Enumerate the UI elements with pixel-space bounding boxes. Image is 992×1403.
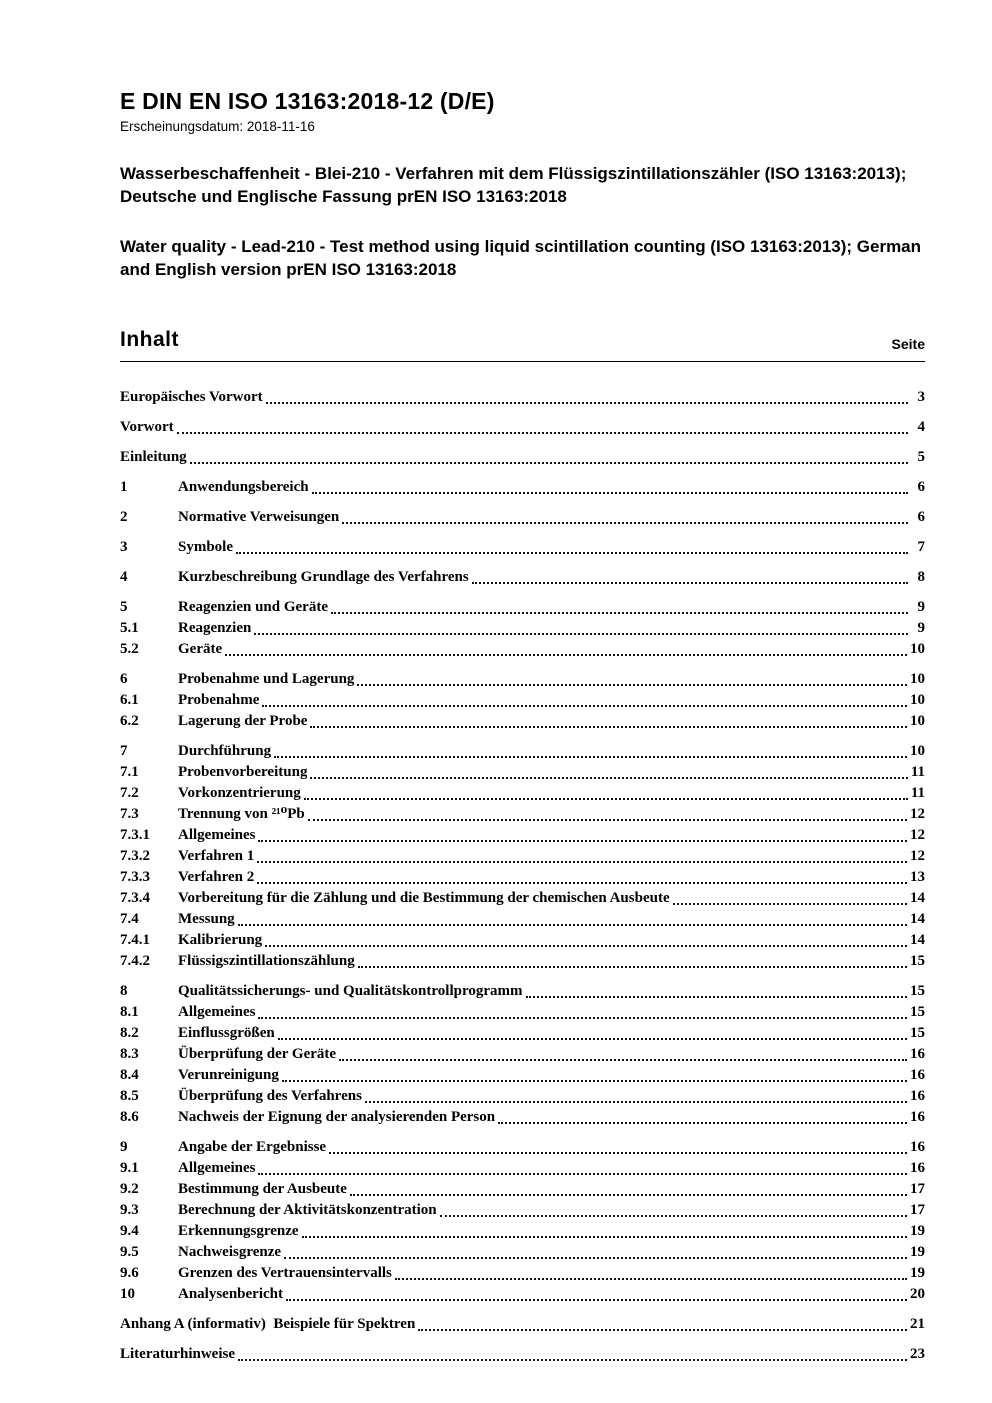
toc-page-number: 19 <box>910 1264 925 1281</box>
toc-page-number: 17 <box>910 1201 925 1218</box>
toc-group <box>120 447 925 468</box>
toc-title: Bestimmung der Ausbeute <box>178 1180 347 1197</box>
toc-row <box>120 1044 925 1065</box>
toc-row <box>120 477 925 498</box>
toc-title: Vorkonzentrierung <box>178 784 301 801</box>
toc-row <box>120 1107 925 1128</box>
toc-header-row <box>120 328 925 352</box>
toc-page-number: 16 <box>910 1045 925 1062</box>
toc-group <box>120 741 925 972</box>
toc-dot-leader <box>278 1038 907 1040</box>
toc-title: Reagenzien <box>178 619 252 636</box>
toc-number: 9.5 <box>120 1243 139 1260</box>
toc-page-number: 9 <box>917 619 925 636</box>
toc-title: Qualitätssicherungs- und Qualitätskontrollprogramm <box>178 982 523 999</box>
toc-dot-leader <box>284 1257 907 1259</box>
toc-row <box>120 867 925 888</box>
toc-row <box>120 825 925 846</box>
toc-group <box>120 981 925 1128</box>
toc-page-number: 14 <box>910 910 925 927</box>
toc-row <box>120 447 925 468</box>
toc-dot-leader <box>265 945 907 947</box>
toc-page-number: 15 <box>910 1003 925 1020</box>
toc-page-number: 10 <box>910 742 925 759</box>
toc-row <box>120 690 925 711</box>
toc-heading: Inhalt <box>120 327 179 351</box>
toc-title: Berechnung der Aktivitätskonzentration <box>178 1201 437 1218</box>
toc-page-number: 15 <box>910 952 925 969</box>
toc-number: 5.2 <box>120 640 139 657</box>
toc-dot-leader <box>358 966 907 968</box>
toc-page-number: 12 <box>910 805 925 822</box>
toc-title: Grenzen des Vertrauensintervalls <box>178 1264 392 1281</box>
toc-title: Lagerung der Probe <box>178 712 308 729</box>
toc-row <box>120 930 925 951</box>
toc-page-number: 16 <box>910 1066 925 1083</box>
toc-page-number: 8 <box>917 568 925 585</box>
toc-dot-leader <box>302 1236 907 1238</box>
toc-row <box>120 669 925 690</box>
toc-dot-leader <box>257 882 907 884</box>
toc-row <box>120 1221 925 1242</box>
toc-row <box>120 417 925 438</box>
toc-title: Literaturhinweise <box>120 1345 235 1362</box>
toc-page-number: 6 <box>917 478 925 495</box>
toc-title: Kalibrierung <box>178 931 263 948</box>
toc-title: Nachweisgrenze <box>178 1243 282 1260</box>
toc-number: 9.4 <box>120 1222 139 1239</box>
toc-group <box>120 477 925 498</box>
toc-dot-leader <box>257 861 907 863</box>
toc-page-number: 5 <box>917 448 925 465</box>
toc-dot-leader <box>395 1278 907 1280</box>
toc-title: Probenahme <box>178 691 260 708</box>
toc-dot-leader <box>262 705 907 707</box>
toc-number: 7.4 <box>120 910 139 927</box>
toc-page-number: 11 <box>910 763 925 780</box>
toc-row <box>120 711 925 732</box>
toc-title: Probenvorbereitung <box>178 763 308 780</box>
toc-page-number: 9 <box>917 598 925 615</box>
toc-page-number: 14 <box>910 889 925 906</box>
toc-page-number: 19 <box>910 1222 925 1239</box>
toc-page-number: 12 <box>910 826 925 843</box>
toc-row <box>120 909 925 930</box>
document-title-german: Wasserbeschaffenheit - Blei-210 - Verfahren mit dem Flüssigszintillationszähler (ISO 13163:2013); Deutsche und Englische Fassung prEN ISO 13163:2018 <box>120 164 907 206</box>
toc-dot-leader <box>310 726 907 728</box>
toc-number: 7.1 <box>120 763 139 780</box>
toc-page-column-label: Seite <box>891 335 925 352</box>
toc-title: Symbole <box>178 538 234 555</box>
toc-number: 1 <box>120 478 128 495</box>
toc-row <box>120 1023 925 1044</box>
toc-number: 8 <box>120 982 128 999</box>
toc-row <box>120 1263 925 1284</box>
toc-dot-leader <box>225 654 907 656</box>
toc-page-number: 12 <box>910 847 925 864</box>
toc-group <box>120 537 925 558</box>
document-id: E DIN EN ISO 13163:2018-12 (D/E) <box>120 88 495 114</box>
toc-number: 9.1 <box>120 1159 139 1176</box>
toc-title: Erkennungsgrenze <box>178 1222 299 1239</box>
toc-title: Messung <box>178 910 235 927</box>
toc-number: 7.4.2 <box>120 952 150 969</box>
toc-group <box>120 387 925 408</box>
toc-row <box>120 888 925 909</box>
toc-number: 7.3 <box>120 805 139 822</box>
toc-page-number: 10 <box>910 670 925 687</box>
toc-group <box>120 1137 925 1305</box>
toc-row <box>120 387 925 408</box>
toc-row <box>120 597 925 618</box>
toc-group <box>120 567 925 588</box>
toc-page-number: 23 <box>910 1345 925 1362</box>
toc-title: Anhang A (informativ) Beispiele für Spektren <box>120 1315 416 1332</box>
toc-dot-leader <box>308 819 907 821</box>
toc-number: 8.1 <box>120 1003 139 1020</box>
toc-page-number: 21 <box>910 1315 925 1332</box>
toc-row <box>120 981 925 1002</box>
toc-dot-leader <box>329 1152 907 1154</box>
toc-number: 10 <box>120 1285 135 1302</box>
toc-title: Allgemeines <box>178 826 256 843</box>
toc-page-number: 15 <box>910 1024 925 1041</box>
toc-page-number: 13 <box>910 868 925 885</box>
toc-title: Vorwort <box>120 418 174 435</box>
toc-dot-leader <box>304 798 908 800</box>
toc-number: 8.2 <box>120 1024 139 1041</box>
toc-title: Überprüfung der Geräte <box>178 1045 337 1062</box>
toc-number: 5 <box>120 598 128 615</box>
toc-row <box>120 951 925 972</box>
toc-dot-leader <box>498 1122 907 1124</box>
toc-row <box>120 1137 925 1158</box>
toc-title: Vorbereitung für die Zählung und die Bestimmung der chemischen Ausbeute <box>178 889 670 906</box>
toc-page-number: 3 <box>917 388 925 405</box>
toc-number: 8.5 <box>120 1087 139 1104</box>
toc-page-number: 11 <box>910 784 925 801</box>
toc-number: 7.2 <box>120 784 139 801</box>
toc-page-number: 15 <box>910 982 925 999</box>
toc-row <box>120 804 925 825</box>
toc-row <box>120 762 925 783</box>
toc-title: Probenahme und Lagerung <box>178 670 355 687</box>
toc-dot-leader <box>236 552 908 554</box>
toc-number: 8.6 <box>120 1108 139 1125</box>
toc-dot-leader <box>238 924 907 926</box>
toc-number: 6 <box>120 670 128 687</box>
toc-dot-leader <box>312 492 908 494</box>
toc-row <box>120 741 925 762</box>
toc-row <box>120 639 925 660</box>
toc-number: 4 <box>120 568 128 585</box>
toc-dot-leader <box>177 432 908 434</box>
toc-dot-leader <box>365 1101 907 1103</box>
toc-group <box>120 507 925 528</box>
toc-dot-leader <box>282 1080 907 1082</box>
toc-row <box>120 846 925 867</box>
toc-row <box>120 1314 925 1335</box>
toc-page-number: 16 <box>910 1108 925 1125</box>
toc-page-number: 10 <box>910 691 925 708</box>
toc-dot-leader <box>190 462 908 464</box>
toc-title: Verfahren 2 <box>178 868 255 885</box>
toc-title: Reagenzien und Geräte <box>178 598 328 615</box>
toc-number: 6.1 <box>120 691 139 708</box>
toc-title: Verunreinigung <box>178 1066 279 1083</box>
toc-number: 9.2 <box>120 1180 139 1197</box>
toc-title: Nachweis der Eignung der analysierenden Person <box>178 1108 496 1125</box>
toc-page-number: 10 <box>910 712 925 729</box>
toc-dot-leader <box>310 777 907 779</box>
toc-number: 7.3.2 <box>120 847 150 864</box>
toc-page-number: 20 <box>910 1285 925 1302</box>
toc-dot-leader <box>274 756 907 758</box>
toc-number: 8.3 <box>120 1045 139 1062</box>
toc-row <box>120 618 925 639</box>
toc-row <box>120 1065 925 1086</box>
toc-number: 9 <box>120 1138 128 1155</box>
toc-dot-leader <box>258 840 907 842</box>
toc-dot-leader <box>440 1215 907 1217</box>
toc-dot-leader <box>418 1329 907 1331</box>
toc-page-number: 10 <box>910 640 925 657</box>
toc-title: Allgemeines <box>178 1003 256 1020</box>
toc-dot-leader <box>673 903 907 905</box>
document-title-english: Water quality - Lead-210 - Test method using liquid scintillation counting (ISO 13163:2013); German and English version prEN ISO 13163:2018 <box>120 236 922 279</box>
toc-row <box>120 783 925 804</box>
toc-page-number: 7 <box>917 538 925 555</box>
toc-number: 2 <box>120 508 128 525</box>
toc-page-number: 16 <box>910 1087 925 1104</box>
toc-page-number: 14 <box>910 931 925 948</box>
toc-number: 9.6 <box>120 1264 139 1281</box>
toc-group <box>120 1314 925 1335</box>
toc-row <box>120 1344 925 1365</box>
toc-title: Geräte <box>178 640 223 657</box>
toc-dot-leader <box>350 1194 907 1196</box>
toc-title: Normative Verweisungen <box>178 508 340 525</box>
toc-page-number: 16 <box>910 1138 925 1155</box>
toc-title: Europäisches Vorwort <box>120 388 263 405</box>
toc-number: 9.3 <box>120 1201 139 1218</box>
toc-title: Angabe der Ergebnisse <box>178 1138 327 1155</box>
toc-dot-leader <box>238 1359 907 1361</box>
toc-dot-leader <box>342 522 908 524</box>
toc-number: 7 <box>120 742 128 759</box>
toc-row <box>120 567 925 588</box>
toc-title: Anwendungsbereich <box>178 478 309 495</box>
toc-title: Allgemeines <box>178 1159 256 1176</box>
toc-page-number: 4 <box>917 418 925 435</box>
toc-title: Verfahren 1 <box>178 847 255 864</box>
toc-dot-leader <box>339 1059 907 1061</box>
toc-title: Überprüfung des Verfahrens <box>178 1087 362 1104</box>
toc-number: 5.1 <box>120 619 139 636</box>
toc-number: 7.3.1 <box>120 826 150 843</box>
toc-dot-leader <box>258 1017 907 1019</box>
toc-dot-leader <box>472 582 908 584</box>
toc-number: 7.3.4 <box>120 889 150 906</box>
toc-number: 6.2 <box>120 712 139 729</box>
toc-row <box>120 537 925 558</box>
publication-date: Erscheinungsdatum: 2018-11-16 <box>120 119 315 134</box>
toc-dot-leader <box>258 1173 907 1175</box>
toc-list <box>120 387 925 1365</box>
toc-group <box>120 597 925 660</box>
toc-number: 8.4 <box>120 1066 139 1083</box>
toc-number: 7.4.1 <box>120 931 150 948</box>
toc-title: Einleitung <box>120 448 187 465</box>
toc-title: Einflussgrößen <box>178 1024 275 1041</box>
toc-page-number: 19 <box>910 1243 925 1260</box>
toc-dot-leader <box>331 612 908 614</box>
toc-title: Analysenbericht <box>178 1285 283 1302</box>
toc-dot-leader <box>526 996 908 998</box>
toc-title: Kurzbeschreibung Grundlage des Verfahrens <box>178 568 469 585</box>
toc-page-number: 17 <box>910 1180 925 1197</box>
toc-page-number: 6 <box>917 508 925 525</box>
toc-row <box>120 1242 925 1263</box>
toc-row <box>120 1002 925 1023</box>
toc-row <box>120 1200 925 1221</box>
toc-row <box>120 1158 925 1179</box>
toc-group <box>120 669 925 732</box>
toc-row <box>120 507 925 528</box>
toc-title: Flüssigszintillationszählung <box>178 952 355 969</box>
toc-dot-leader <box>286 1299 907 1301</box>
toc-row <box>120 1179 925 1200</box>
toc-row <box>120 1284 925 1305</box>
toc-title: Durchführung <box>178 742 272 759</box>
toc-group <box>120 1344 925 1365</box>
toc-number: 3 <box>120 538 128 555</box>
toc-number: 7.3.3 <box>120 868 150 885</box>
toc-row <box>120 1086 925 1107</box>
toc-dot-leader <box>357 684 907 686</box>
toc-group <box>120 417 925 438</box>
toc-page-number: 16 <box>910 1159 925 1176</box>
toc-divider <box>120 361 925 362</box>
toc-dot-leader <box>254 633 908 635</box>
toc-dot-leader <box>266 402 908 404</box>
toc-title: Trennung von ²¹⁰Pb <box>178 805 305 822</box>
